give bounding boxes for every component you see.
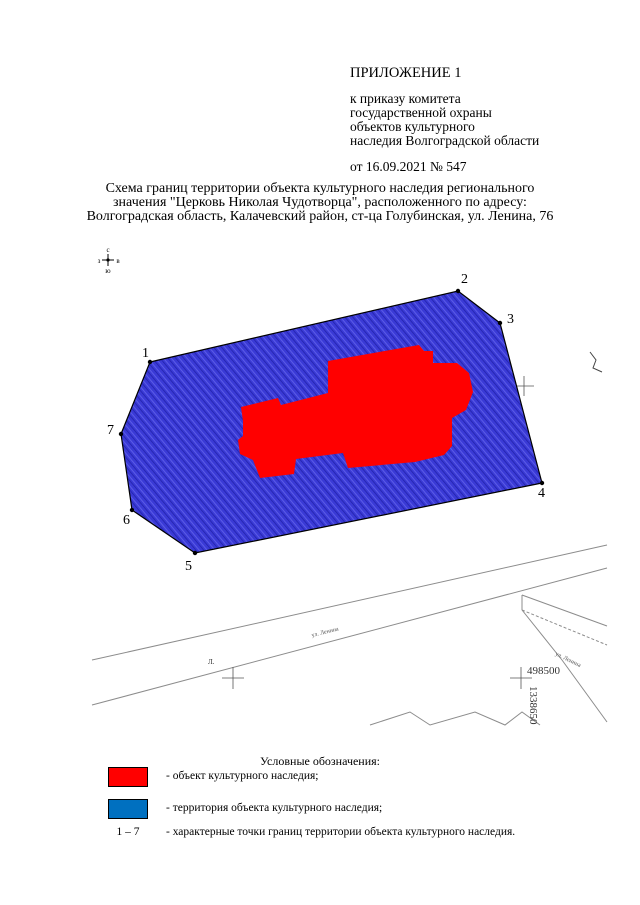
title-line: значения "Церковь Николая Чудотворца", расположенного по адресу: xyxy=(113,195,527,210)
point-label: 4 xyxy=(538,486,545,501)
compass-south: ю xyxy=(105,267,111,275)
legend-desc: - характерные точки границ территории объекта культурного наследия. xyxy=(166,826,516,838)
order-line: наследия Волгоградской области xyxy=(350,133,540,148)
order-date: от 16.09.2021 № 547 xyxy=(350,159,467,174)
legend-item-object xyxy=(104,767,624,791)
title-line: Схема границ территории объекта культурного наследия регионального xyxy=(105,181,535,196)
legend-swatch-object xyxy=(108,767,148,787)
point-label: 5 xyxy=(185,559,192,574)
legend-key-points: 1 – 7 xyxy=(116,826,140,838)
compass-icon xyxy=(98,246,121,275)
street-label-side: ул. Ленина xyxy=(554,651,582,669)
neighbour-outline xyxy=(590,352,602,372)
appendix-heading: ПРИЛОЖЕНИЕ 1 xyxy=(350,65,462,81)
point-label: 6 xyxy=(123,513,130,528)
legend-title: Условные обозначения: xyxy=(259,754,381,768)
order-line: объектов культурного xyxy=(350,119,475,134)
compass-north: с xyxy=(106,246,110,254)
legend-desc: - объект культурного наследия; xyxy=(166,770,319,782)
compass-west: з xyxy=(97,257,101,265)
coordinate-y: 1338650 xyxy=(527,686,539,725)
order-line: государственной охраны xyxy=(350,105,492,120)
street-label: ул. Ленина xyxy=(311,626,340,639)
point-label: 2 xyxy=(461,272,468,287)
compass-east: в xyxy=(116,257,120,265)
point-label: 3 xyxy=(507,312,514,327)
legend-swatch-territory xyxy=(108,799,148,819)
legend-desc: - территория объекта культурного наследия; xyxy=(166,802,383,814)
map-marker-label: Л. xyxy=(208,658,215,666)
coordinate-x: 498500 xyxy=(527,665,560,677)
legend-item-points xyxy=(104,823,624,847)
title-line: Волгоградская область, Калачевский район, ст-ца Голубинская, ул. Ленина, 76 xyxy=(86,209,554,224)
point-label: 7 xyxy=(107,423,114,438)
order-line: к приказу комитета xyxy=(350,91,461,106)
legend-item-territory xyxy=(104,799,624,823)
point-label: 1 xyxy=(142,346,149,361)
